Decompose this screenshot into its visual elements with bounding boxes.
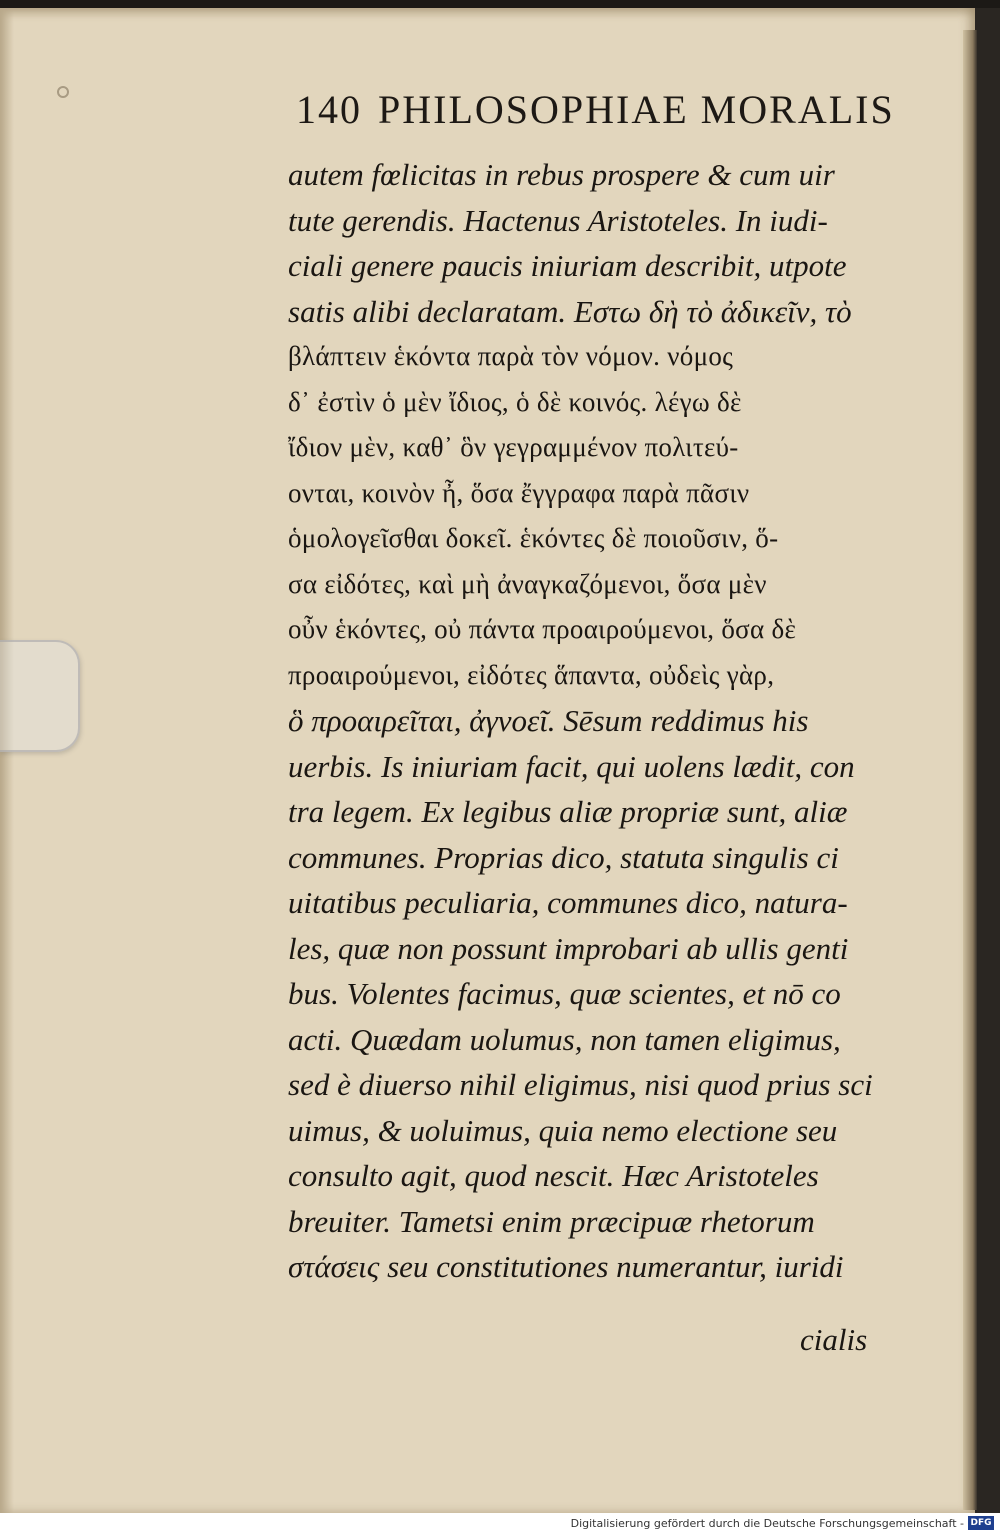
text-line: consulto agit, quod nescit. Hæc Aristoteles <box>288 1158 819 1193</box>
running-head-title: PHILOSOPHIAE MORALIS <box>378 87 895 132</box>
scan-top-border <box>0 0 1000 8</box>
greek-text-line: οὖν ἑκόντες, οὐ πάντα προαιρούμενοι, ὅσα δὲ <box>288 614 797 644</box>
dfg-credit: Digitalisierung gefördert durch die Deutsche Forschungsgemeinschaft - <box>570 1517 964 1530</box>
greek-text-line: βλάπτειν ἑκόντα παρὰ τὸν νόμον. νόμος <box>288 341 734 371</box>
text-block <box>288 152 883 1290</box>
footer-bar <box>0 1513 1000 1535</box>
plastic-page-clip <box>0 640 80 752</box>
greek-text-line: δ᾽ ἐστὶν ὁ μὲν ἴδιος, ὁ δὲ κοινός. λέγω δὲ <box>288 386 742 417</box>
catchword: cialis <box>800 1322 868 1357</box>
text-line: ciali genere paucis iniuriam describit, utpote <box>288 248 847 283</box>
text-line: uimus, & uoluimus, quia nemo electione seu <box>288 1112 838 1148</box>
text-line: autem fœlicitas in rebus prospere & cum uir <box>288 157 835 192</box>
page-fore-edge <box>963 30 977 1510</box>
page-number: 140 <box>296 87 362 132</box>
text-line: uitatibus peculiaria, communes dico, natura- <box>288 885 848 920</box>
text-line: ὃ προαιρεῖται, ἀγνοεῖ. Sēsum reddimus his <box>288 703 809 738</box>
text-line: uerbis. Is iniuriam facit, qui uolens lædit, con <box>288 748 855 784</box>
greek-text-line: ονται, κοινὸν ἦ, ὅσα ἔγγραφα παρὰ πᾶσιν <box>288 477 750 508</box>
dfg-logo-icon: DFG <box>968 1516 994 1530</box>
text-line: sed è diuerso nihil eligimus, nisi quod prius sci <box>288 1067 873 1102</box>
greek-text-line: προαιρούμενοι, εἰδότες ἅπαντα, οὐδεὶς γὰρ, <box>288 659 775 690</box>
greek-text-line: σα εἰδότες, καὶ μὴ ἀναγκαζόμενοι, ὅσα μὲν <box>288 568 767 599</box>
text-line: les, quæ non possunt improbari ab ullis genti <box>288 930 849 966</box>
text-line: acti. Quædam uolumus, non tamen eligimus, <box>288 1021 841 1057</box>
page-gutter-shadow <box>0 8 14 1513</box>
text-line: communes. Proprias dico, statuta singulis ci <box>288 839 839 875</box>
text-line: tra legem. Ex legibus aliæ propriæ sunt, aliæ <box>288 794 848 829</box>
text-line: στάσεις seu constitutiones numerantur, iuridi <box>288 1249 844 1284</box>
greek-text-line: ἴδιον μὲν, καθ᾽ ὃν γεγραμμένον πολιτεύ- <box>288 432 739 462</box>
text-line: breuiter. Tametsi enim præcipuæ rhetorum <box>288 1203 815 1239</box>
text-line: bus. Volentes facimus, quæ scientes, et nō co <box>288 976 841 1011</box>
greek-text-line: ὁμολογεῖσθαι δοκεῖ. ἑκόντες δὲ ποιοῦσιν, ὅ- <box>288 523 779 553</box>
paper-hole <box>57 86 69 98</box>
text-line: tute gerendis. Hactenus Aristoteles. In iudi- <box>288 202 828 238</box>
text-line: satis alibi declaratam. Εστω δὴ τὸ ἀδικεῖν, τὸ <box>288 293 852 329</box>
running-header <box>296 86 895 142</box>
